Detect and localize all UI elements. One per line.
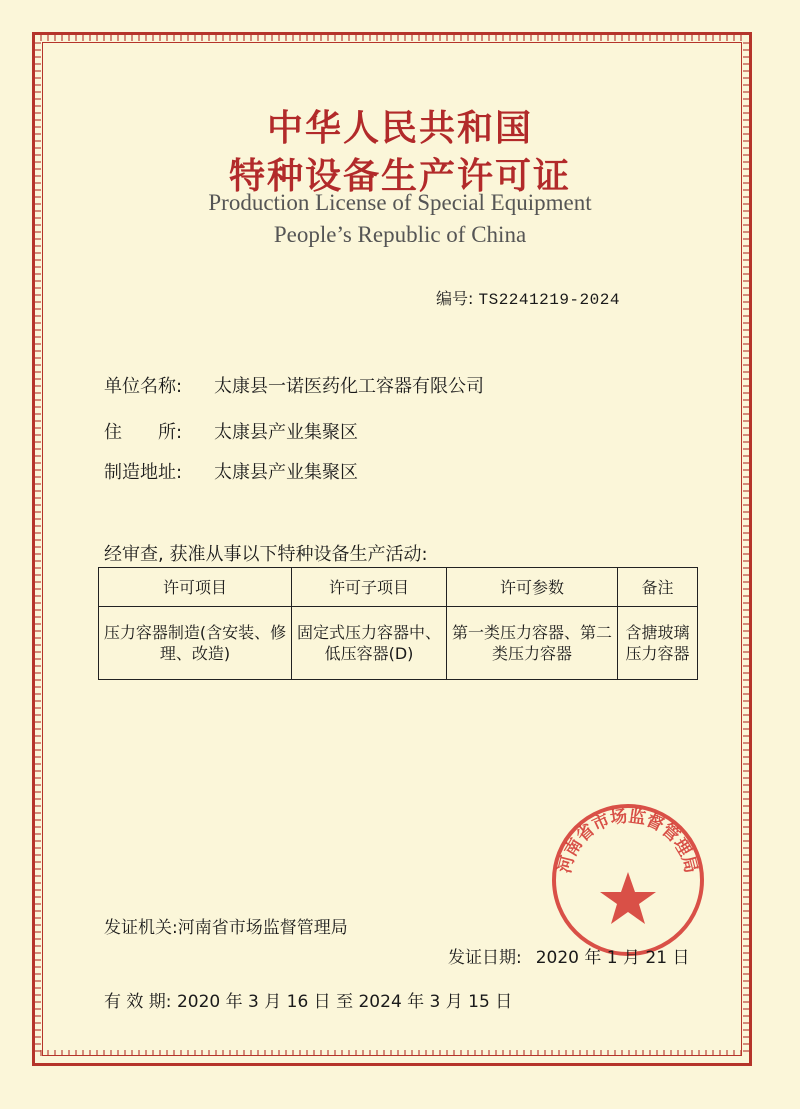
seal-text: 河南省市场监督管理局: [555, 806, 701, 876]
header-item: 许可项目: [99, 568, 292, 607]
title-en-line1: Production License of Special Equipment: [208, 190, 592, 215]
serial-value: TS2241219-2024: [478, 291, 620, 309]
issue-date-label: 发证日期:: [448, 948, 522, 968]
address-label: 住 所:: [104, 422, 183, 443]
license-table: [98, 567, 698, 680]
title-cn-line1: 中华人民共和国: [266, 108, 533, 149]
unit-name-row: [104, 372, 484, 398]
header-remark: 备注: [618, 568, 698, 607]
address-row: [104, 418, 358, 444]
cell-params: 第一类压力容器、第二类压力容器: [447, 607, 618, 680]
issuer-label: 发证机关:: [104, 918, 178, 938]
title-cn-line2: 特种设备生产许可证: [228, 156, 571, 197]
svg-text:河南省市场监督管理局: [555, 806, 701, 876]
table-row: [99, 607, 698, 680]
unit-name-value: 太康县一诺医药化工容器有限公司: [214, 376, 484, 397]
table-header-row: [99, 568, 698, 607]
issue-date-row: [448, 943, 689, 968]
seal-star-icon: [600, 872, 656, 924]
title-en-line2: People’s Republic of China: [273, 222, 527, 247]
official-seal: [548, 800, 708, 960]
cell-remark: 含搪玻璃压力容器: [618, 607, 698, 680]
manufacturing-address-row: [104, 458, 358, 484]
cell-subitem: 固定式压力容器中、低压容器(D): [292, 607, 447, 680]
unit-name-label: 单位名称:: [104, 376, 183, 397]
validity-value: 2020 年 3 月 16 日 至 2024 年 3 月 15 日: [176, 992, 513, 1012]
header-subitem: 许可子项目: [292, 568, 447, 607]
approval-statement: 经审查, 获准从事以下特种设备生产活动:: [104, 544, 428, 565]
serial-number: [436, 286, 620, 309]
validity-label: 有 效 期:: [104, 992, 172, 1012]
issuer-row: [104, 913, 348, 938]
header-params: 许可参数: [447, 568, 618, 607]
manufacturing-address-label: 制造地址:: [104, 462, 183, 483]
cell-item: 压力容器制造(含安装、修理、改造): [99, 607, 292, 680]
issuer-value: 河南省市场监督管理局: [177, 918, 348, 938]
serial-label: 编号:: [436, 289, 474, 308]
issue-date-value: 2020 年 1 月 21 日: [535, 948, 690, 968]
manufacturing-address-value: 太康县产业集聚区: [214, 462, 358, 483]
address-value: 太康县产业集聚区: [214, 422, 358, 443]
validity-row: [104, 987, 512, 1012]
